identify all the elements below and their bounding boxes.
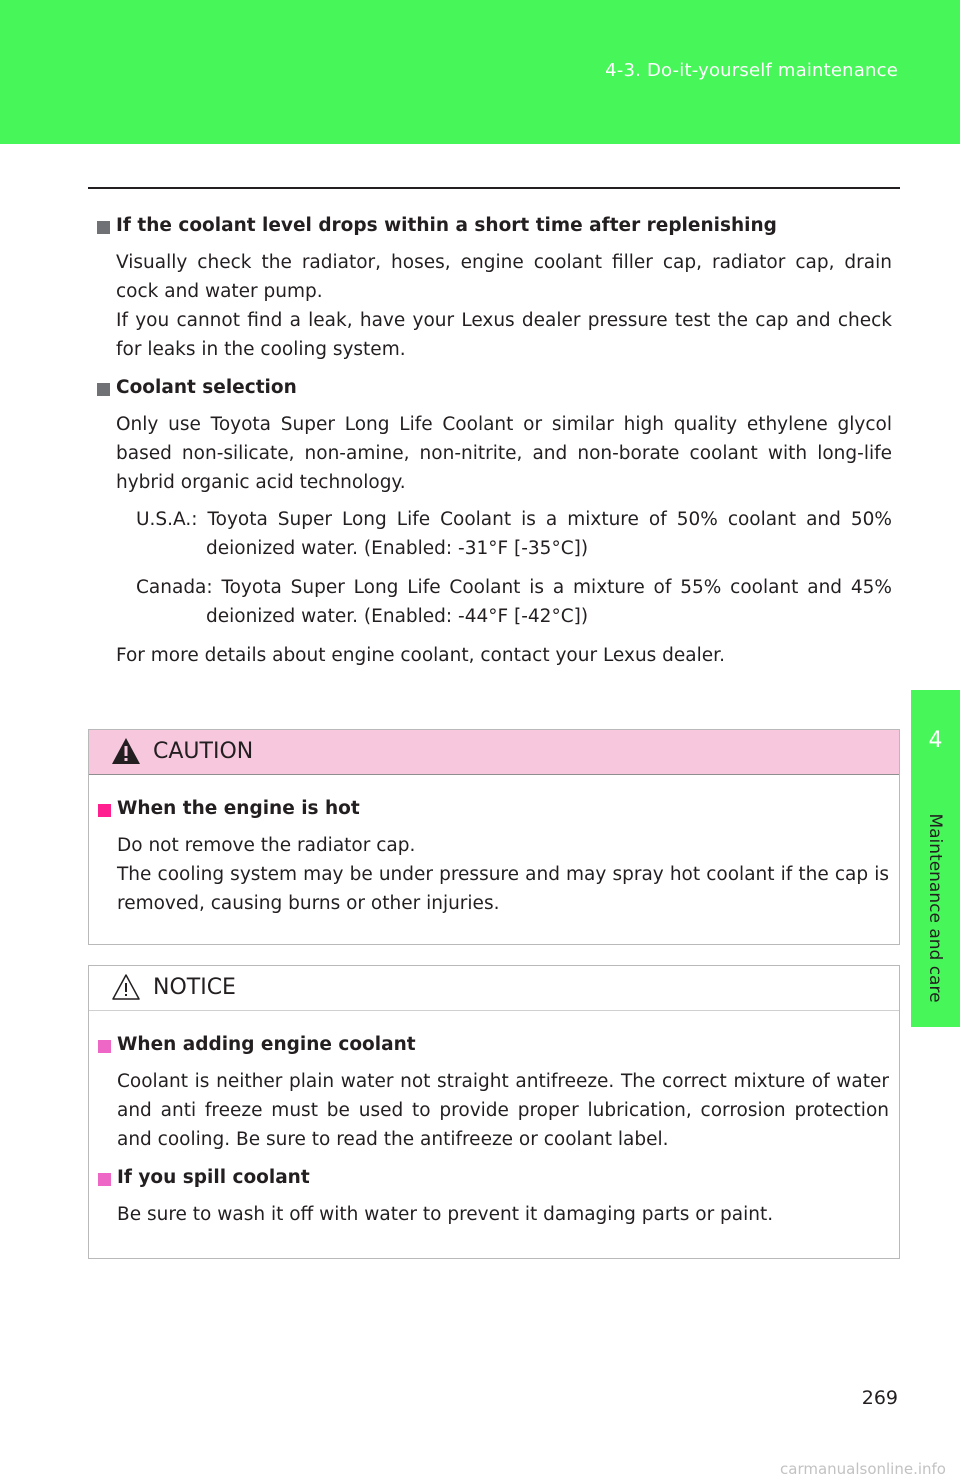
caution-body <box>89 775 899 918</box>
leak-heading-text: If the coolant level drops within a short time after replenishing <box>116 215 777 236</box>
caution-box <box>88 729 900 945</box>
notice-text-2: Be sure to wash it off with water to prevent it damaging parts or paint. <box>117 1204 774 1225</box>
notice-heading-2 <box>98 1164 889 1192</box>
leak-heading <box>97 212 892 240</box>
page-header <box>0 0 960 144</box>
square-bullet-icon <box>98 804 111 817</box>
canada-spec: Canada: Toyota Super Long Life Coolant is a mixture of 55% coolant and 45% deionized water. (Enabled: -44°F [-42°C]) <box>136 577 892 627</box>
caution-header <box>89 730 899 775</box>
square-bullet-icon <box>97 221 110 234</box>
usa-spec: U.S.A.: Toyota Super Long Life Coolant is a mixture of 50% coolant and 50% deionized water. (Enabled: -31°F [-35°C]) <box>136 509 892 559</box>
coolant-heading <box>97 374 892 402</box>
notice-heading-1 <box>98 1031 889 1059</box>
caution-heading-text: When the engine is hot <box>117 798 360 819</box>
caution-text: Do not remove the radiator cap. The cooling system may be under pressure and may spray hot coolant if the cap is removed, causing burns or other injuries. <box>117 835 889 914</box>
square-bullet-icon <box>98 1040 111 1053</box>
notice-heading-2-text: If you spill coolant <box>117 1167 310 1188</box>
main-content <box>97 212 892 670</box>
leak-text: Visually check the radiator, hoses, engine coolant filler cap, radiator cap, drain cock and water pump. If you cannot find a leak, have your Lexus dealer pressure test the cap and check for leaks in the cooling system. <box>116 252 892 360</box>
coolant-text: Only use Toyota Super Long Life Coolant or similar high quality ethylene glycol based non-silicate, non-amine, non-nitrite, and non-borate coolant with long-life hybrid organic acid technology. <box>116 414 892 493</box>
notice-title: NOTICE <box>153 975 236 1000</box>
caution-heading <box>98 795 889 823</box>
notice-text-1: Coolant is neither plain water not straight antifreeze. The correct mixture of water and anti freeze must be used to provide proper lubrication, corrosion protection and cooling. Be sure to read the antifreeze or coolant label. <box>117 1071 889 1150</box>
coolant-heading-text: Coolant selection <box>116 377 297 398</box>
chapter-number: 4 <box>928 728 943 753</box>
watermark: carmanualsonline.info <box>780 1460 946 1478</box>
chapter-side-tab[interactable] <box>911 690 960 1027</box>
coolant-footer: For more details about engine coolant, contact your Lexus dealer. <box>116 645 725 666</box>
section-title: 4-3. Do-it-yourself maintenance <box>605 60 898 81</box>
square-bullet-icon <box>98 1173 111 1186</box>
top-rule <box>88 187 900 189</box>
square-bullet-icon <box>97 383 110 396</box>
notice-heading-1-text: When adding engine coolant <box>117 1034 416 1055</box>
warning-triangle-icon <box>111 972 141 1002</box>
page-number: 269 <box>861 1387 898 1409</box>
notice-box <box>88 965 900 1259</box>
chapter-label: Maintenance and care <box>925 813 945 1003</box>
notice-header <box>89 966 899 1011</box>
notice-body <box>89 1011 899 1229</box>
caution-title: CAUTION <box>153 739 254 764</box>
warning-triangle-icon <box>111 736 141 766</box>
